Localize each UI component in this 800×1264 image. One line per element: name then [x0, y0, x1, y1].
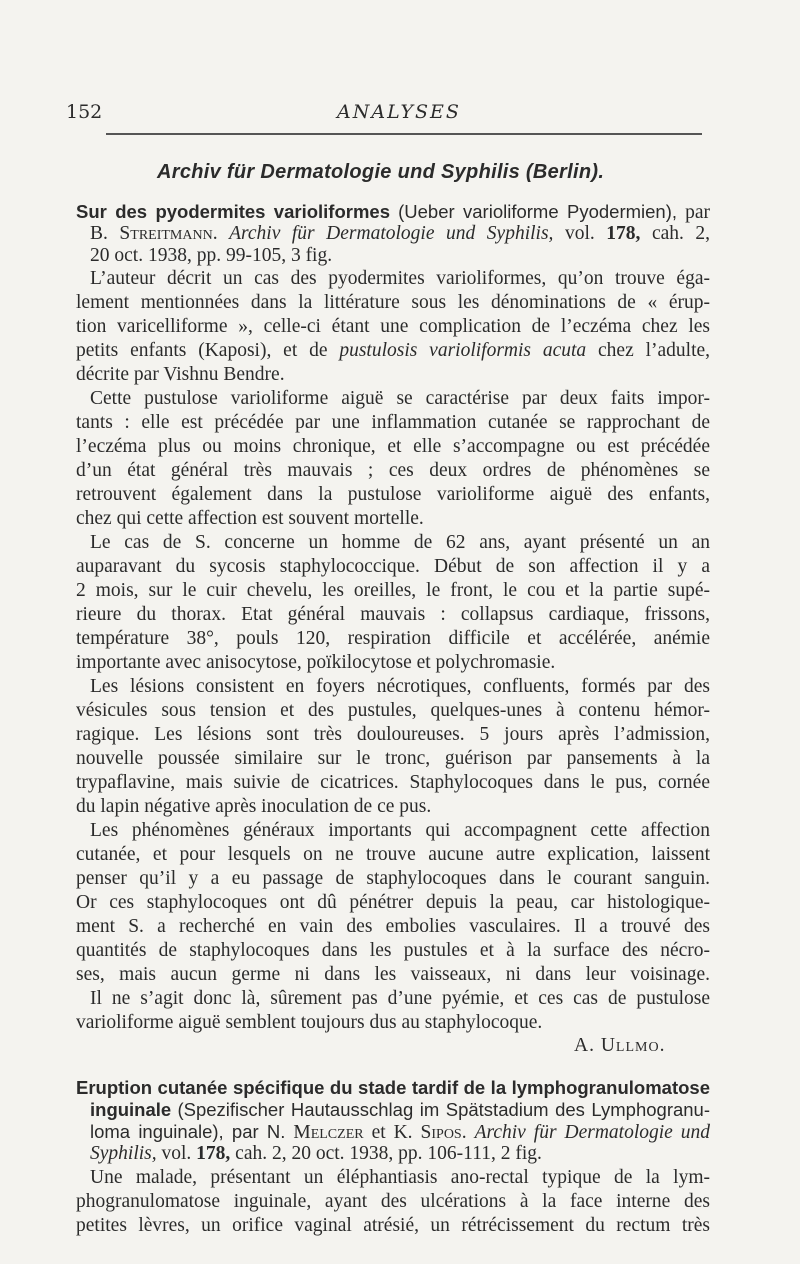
- a2-p1-line: petites lèvres, un orifice vaginal atrésié, un rétrécissement du rectum très: [76, 1215, 710, 1236]
- signature: A. Ullmo.: [574, 1035, 666, 1056]
- journal-title: Archiv für Dermatologie und Syphilis (Berlin).: [157, 161, 605, 183]
- a1-p1-line: L’auteur décrit un cas des pyodermites varioliformes, qu’on trouve éga-: [90, 268, 710, 289]
- text-span: petits enfants (Kaposi), et de: [76, 340, 328, 361]
- author-name: Streitmann.: [119, 223, 218, 244]
- a1-p5-line: ses, mais aucun germe ni dans les vaisseaux, ni dans leur voisinage.: [76, 964, 710, 985]
- article1-heading-line2: [90, 222, 710, 246]
- text-span: chez l’adulte,: [598, 340, 711, 361]
- conjunction: et K.: [371, 1122, 413, 1143]
- italic-term: pustulosis varioliformis acuta: [339, 340, 587, 361]
- a1-p1-line: [76, 339, 710, 363]
- running-title: ANALYSES: [337, 101, 461, 123]
- a1-p5-line: ment S. a recherché en vain des embolies vasculaires. Il a trouvé des: [76, 916, 710, 937]
- a1-p3-line: auparavant du sycosis staphylococcique. Début de son affection il y a: [76, 556, 710, 577]
- a1-p4-line: du lapin négative après inoculation de ce pus.: [76, 796, 432, 817]
- article1-title-translation: (Ueber varioliforme Pyodermien),: [398, 201, 678, 222]
- a1-p4-line: vésicules sous tension et des pustules, quelques-unes à contenu hémor-: [76, 700, 710, 721]
- a1-p3-line: 2 mois, sur le cuir chevelu, les oreilles, le front, le cou et la partie supé-: [76, 580, 710, 601]
- a1-p2-line: l’eczéma plus ou moins chronique, et elle s’accompagne ou est précédée: [76, 436, 710, 457]
- a1-p5-line: penser qu’il y a eu passage de staphylocoques dans le courant sanguin.: [76, 868, 710, 889]
- article2-journal: Archiv für Dermatologie und: [474, 1122, 711, 1143]
- a1-p3-line: importante avec anisocytose, poïkilocytose et polychromasie.: [76, 652, 556, 673]
- a1-p5-line: cutanée, et pour lesquels on ne trouve aucune autre explication, laissent: [76, 844, 710, 865]
- article2-journal: Syphilis,: [90, 1143, 157, 1164]
- a1-p2-line: tants : elle est précédée par une inflammation cutanée se rapprochant de: [76, 412, 710, 433]
- vol-label: vol.: [564, 223, 595, 244]
- a2-p1-line: Une malade, présentant un éléphantiasis ano-rectal typique de la lym-: [90, 1167, 710, 1188]
- a1-p4-line: trypaflavine, mais suivie de cicatrices. Staphylocoques dans le pus, cornée: [76, 772, 710, 793]
- cahier: cah. 2,: [651, 223, 711, 244]
- article2-title: Eruption cutanée spécifique du stade tardif de la lymphogranulomatose: [76, 1077, 710, 1098]
- a1-p6-line: Il ne s’agit donc là, sûrement pas d’une pyémie, et ces cas de pustulose: [90, 988, 710, 1009]
- a2-p1-line: phogranulomatose inguinale, ayant des ulcérations à la face interne des: [76, 1191, 710, 1212]
- a1-p1-line: décrite par Vishnu Bendre.: [76, 364, 285, 385]
- author-initial: B.: [90, 223, 108, 244]
- page-number: 152: [66, 101, 103, 123]
- vol-number: 178,: [196, 1143, 231, 1164]
- a1-p2-line: Cette pustulose varioliforme aiguë se caractérise par deux faits impor-: [90, 388, 710, 409]
- a1-p5-line: quantités de staphylocoques dans les pustules et à la surface des nécro-: [76, 940, 710, 961]
- author-name: Sipos.: [420, 1122, 467, 1143]
- author-name: Melczer: [293, 1122, 364, 1143]
- a1-p2-line: retrouvent également dans la pustulose varioliforme aiguë des enfants,: [76, 484, 710, 505]
- a1-p5-line: Les phénomènes généraux importants qui accompagnent cette affection: [90, 820, 710, 841]
- article2-translation-end: loma inguinale), par N.: [90, 1121, 286, 1142]
- article1-journal: Archiv für Dermatologie und Syphilis,: [229, 223, 554, 244]
- vol-number: 178,: [606, 223, 641, 244]
- article1-par: par: [685, 202, 711, 223]
- article1-title: Sur des pyodermites varioliformes: [76, 201, 390, 222]
- a1-p4-line: ragique. Les lésions sont très douloureuses. 5 jours après l’admission,: [76, 724, 710, 745]
- a1-p1-line: tion varicelliforme », celle-ci étant une complication de l’eczéma chez les: [76, 316, 710, 337]
- a1-p2-line: d’un état général très mauvais ; ces deux ordres de phénomènes se: [76, 460, 710, 481]
- a1-p3-line: température 38°, pouls 120, respiration difficile et accélérée, anémie: [76, 628, 710, 649]
- a1-p3-line: rieure du thorax. Etat général mauvais : collapsus cardiaque, frissons,: [76, 604, 710, 625]
- a1-p1-line: lement mentionnées dans la littérature sous les dénominations de « érup-: [76, 292, 710, 313]
- article2-title-end: inguinale: [90, 1099, 172, 1120]
- header-rule: [106, 133, 702, 135]
- a1-p5-line: Or ces staphylocoques ont dû pénétrer depuis la peau, car histologique-: [76, 892, 710, 913]
- article2-translation: (Spezifischer Hautausschlag im Spätstadium des Lymphogranu-: [177, 1099, 711, 1120]
- a1-p4-line: nouvelle poussée similaire sur le tronc, guérison par pansements à la: [76, 748, 710, 769]
- vol-label: vol.: [161, 1143, 192, 1164]
- a1-p2-line: chez qui cette affection est souvent mortelle.: [76, 508, 424, 529]
- issue-details: cah. 2, 20 oct. 1938, pp. 106-111, 2 fig.: [235, 1143, 542, 1164]
- a1-p6-line: varioliforme aiguë semblent toujours dus au staphylocoque.: [76, 1012, 543, 1033]
- article1-date-pages: 20 oct. 1938, pp. 99-105, 3 fig.: [90, 245, 333, 266]
- article2-heading-line4: [90, 1142, 542, 1166]
- a1-p4-line: Les lésions consistent en foyers nécrotiques, confluents, formés par des: [90, 676, 710, 697]
- a1-p3-line: Le cas de S. concerne un homme de 62 ans, ayant présenté un an: [90, 532, 710, 553]
